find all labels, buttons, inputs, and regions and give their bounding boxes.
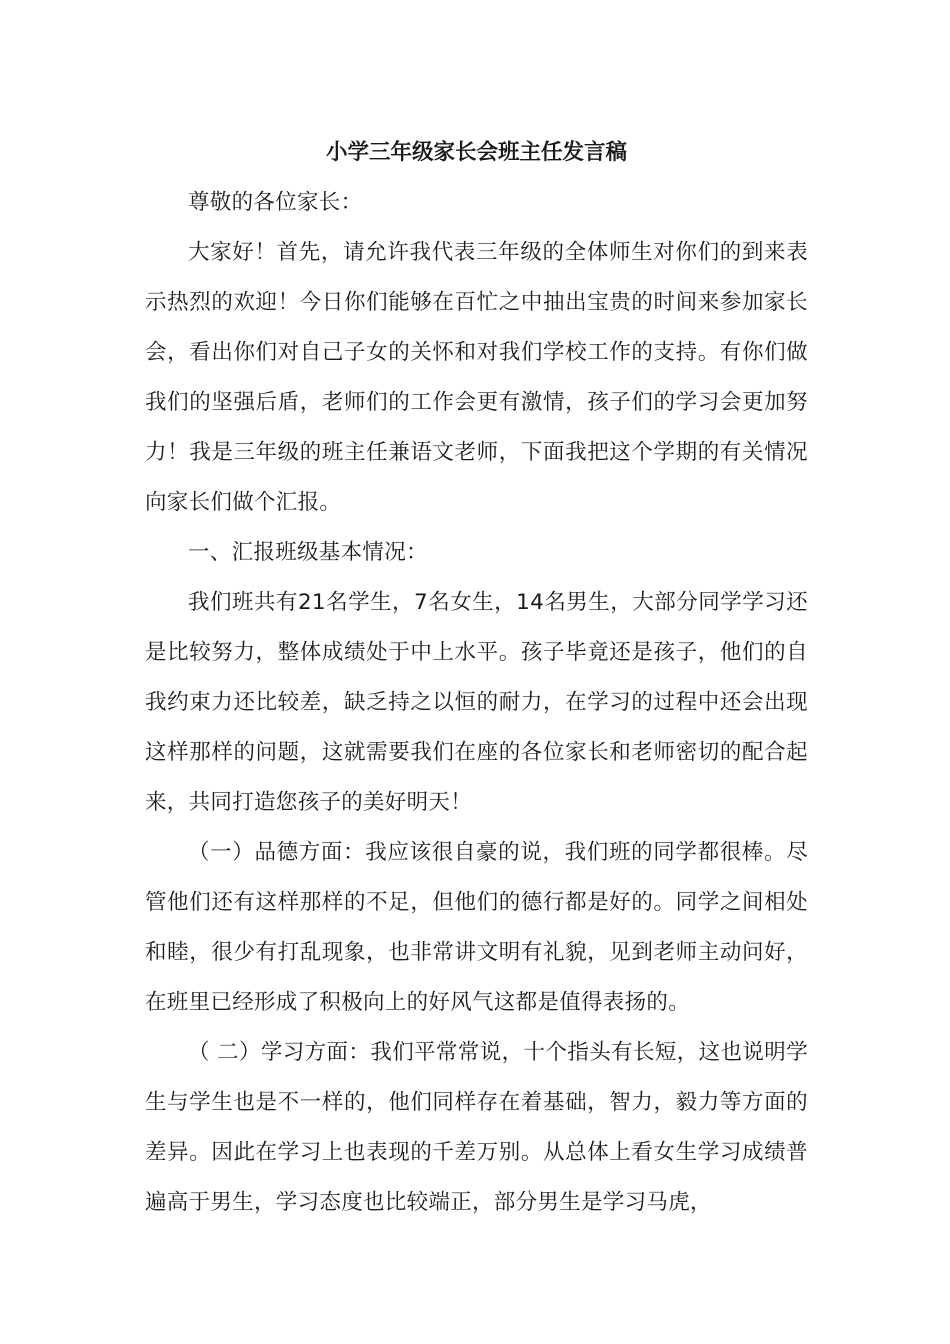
document-body [145,128,808,1228]
document-title: 小学三年级家长会班主任发言稿 [325,140,627,165]
class-overview-paragraph: 我们班共有21名学生，7名女生，14名男生，大部分同学学习还是比较努力，整体成绩处于中上水平。孩子毕竟还是孩子，他们的自我约束力还比较差，缺乏持之以恒的耐力，在学习的过程中还会出现这样那样的问题，这就需要我们在座的各位家长和老师密切的配合起来，共同打造您孩子的美好明天！ [145,590,808,815]
morality-paragraph: （一）品德方面：我应该很自豪的说，我们班的同学都很棒。尽管他们还有这样那样的不足，但他们的德行都是好的。同学之间相处和睦，很少有打乱现象，也非常讲文明有礼貌，见到老师主动问好，在班里已经形成了积极向上的好风气这都是值得表扬的。 [145,840,808,1015]
salutation: 尊敬的各位家长： [188,190,363,215]
study-paragraph: （ 二）学习方面：我们平常常说，十个指头有长短，这也说明学生与学生也是不一样的，他们同样存在着基础，智力，毅力等方面的差异。因此在学习上也表现的千差万别。从总体上看女生学习成绩普遍高于男生，学习态度也比较端正，部分男生是学习马虎， [145,1040,808,1215]
section-heading-class-overview: 一、汇报班级基本情况： [188,540,428,565]
opening-paragraph: 大家好！首先，请允许我代表三年级的全体师生对你们的到来表示热烈的欢迎！今日你们能够在百忙之中抽出宝贵的时间来参加家长会，看出你们对自己子女的关怀和对我们学校工作的支持。有你们做我们的坚强后盾，老师们的工作会更有激情，孩子们的学习会更加努力！我是三年级的班主任兼语文老师，下面我把这个学期的有关情况向家长们做个汇报。 [145,240,808,515]
